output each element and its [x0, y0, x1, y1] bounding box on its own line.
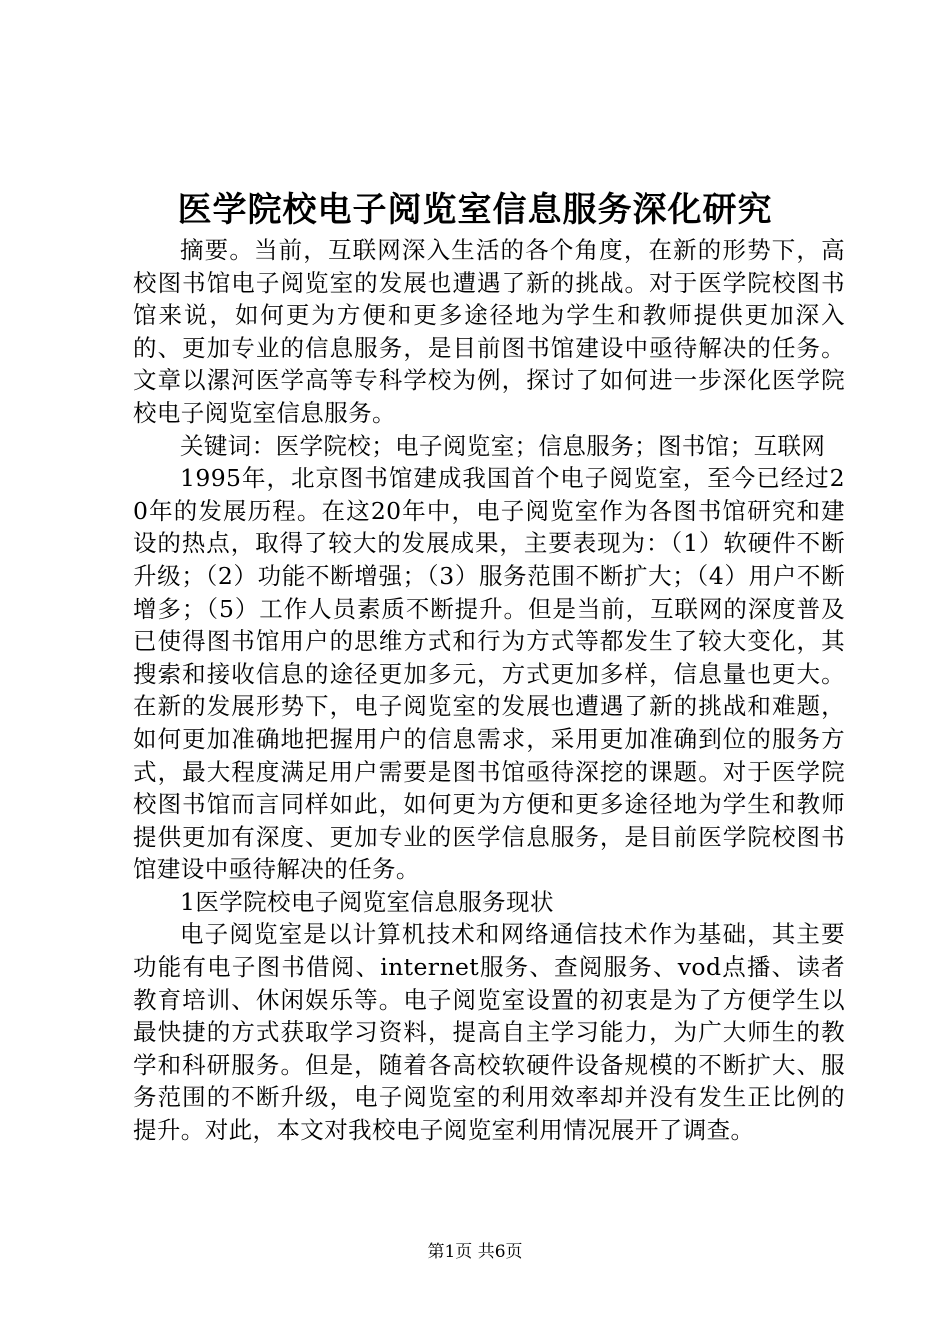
abstract-paragraph: 摘要。当前，互联网深入生活的各个角度，在新的形势下，高校图书馆电子阅览室的发展也遭遇了新的挑战。对于医学院校图书馆来说，如何更为方便和更多途径地为学生和教师提供更加深入的、更加专业的信息服务，是目前图书馆建设中亟待解决的任务。文章以漯河医学高等专科学校为例，探讨了如何进一步深化医学院校电子阅览室信息服务。 — [133, 236, 845, 427]
section-heading: 1医学院校电子阅览室信息服务现状 — [180, 887, 554, 916]
page-footer: 第1页 共6页 — [427, 1242, 523, 1262]
section-paragraph: 电子阅览室是以计算机技术和网络通信技术作为基础，其主要功能有电子图书借阅、internet服务、查阅服务、vod点播、读者教育培训、休闲娱乐等。电子阅览室设置的初衷是为了方便学生以最快捷的方式获取学习资料，提高自主学习能力，为广大师生的教学和科研服务。但是，随着各高校软硬件设备规模的不断扩大、服务范围的不断升级，电子阅览室的利用效率却并没有发生正比例的提升。对此，本文对我校电子阅览室利用情况展开了调查。 — [133, 920, 845, 1145]
keywords-paragraph: 关键词：医学院校；电子阅览室；信息服务；图书馆；互联网 — [180, 431, 826, 460]
intro-paragraph: 1995年，北京图书馆建成我国首个电子阅览室，至今已经过20年的发展历程。在这20年中，电子阅览室作为各图书馆研究和建设的热点，取得了较大的发展成果，主要表现为：（1）软硬件不断升级；（2）功能不断增强；（3）服务范围不断扩大；（4）用户不断增多；（5）工作人员素质不断提升。但是当前，互联网的深度普及已使得图书馆用户的思维方式和行为方式等都发生了较大变化，其搜索和接收信息的途径更加多元，方式更加多样，信息量也更大。在新的发展形势下，电子阅览室的发展也遭遇了新的挑战和难题，如何更加准确地把握用户的信息需求，采用更加准确到位的服务方式，最大程度满足用户需要是图书馆亟待深挖的课题。对于医学院校图书馆而言同样如此，如何更为方便和更多途径地为学生和教师提供更加有深度、更加专业的医学信息服务，是目前医学院校图书馆建设中亟待解决的任务。 — [133, 464, 845, 884]
document-title: 医学院校电子阅览室信息服务深化研究 — [177, 190, 773, 230]
document-body — [133, 234, 845, 1147]
